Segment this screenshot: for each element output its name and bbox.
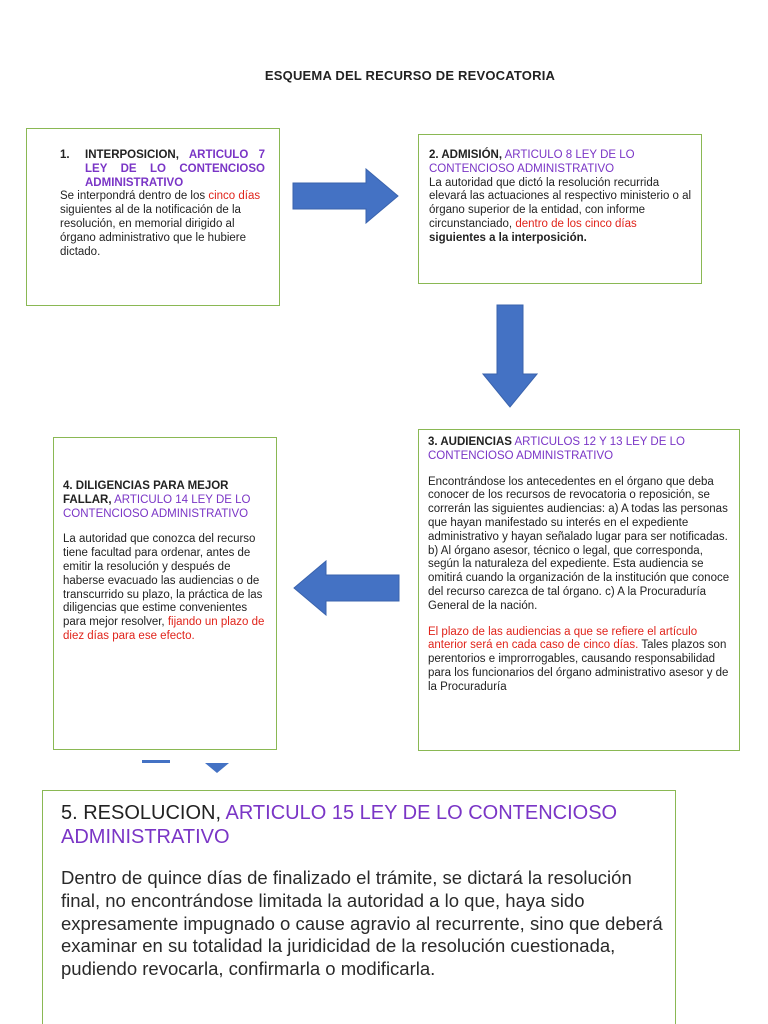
step-body	[428, 626, 731, 695]
step-heading-title: INTERPOSICION,	[85, 149, 179, 161]
step-heading-article: ARTICULO 15 LEY DE LO CONTENCIOSO ADMINISTRATIVO	[61, 802, 618, 848]
step-2-admision-box	[418, 134, 702, 284]
step-body	[60, 190, 265, 259]
step-heading-article: ARTICULO 14 LEY DE LO CONTENCIOSO ADMINISTRATIVO	[63, 493, 251, 520]
step-body-highlight: fijando un plazo de diez días para ese efecto.	[63, 616, 265, 642]
step-heading	[61, 801, 663, 849]
step-1-interposicion-box	[26, 128, 280, 306]
step-body	[429, 177, 693, 246]
step-body: Encontrándose los antecedentes en el órgano que deba conocer de los recursos de revocatoria o reposición, se correrán las siguientes audiencias: a) A todas las personas que hayan manifestado su interés en el expediente administrativo y hayan señalado lugar para ser notificadas. b) Al órgano asesor, técnico o legal, que corresponda, según la naturaleza del expediente. Esta audiencia se omitirá cuando la organización de la institución que conoce del recurso carezca de tal órgano. c) A la Procuraduría General de la nación.	[428, 475, 730, 612]
step-heading-title: 2. ADMISIÓN,	[429, 149, 503, 161]
arrow-down-small-icon	[204, 762, 230, 774]
step-heading-title: 4. DILIGENCIAS PARA MEJOR FALLAR,	[63, 480, 229, 506]
step-body-text: Se interpondrá dentro de los	[60, 190, 209, 203]
step-heading	[63, 480, 268, 521]
step-4-diligencias-box	[53, 437, 277, 750]
step-heading-title: 5. RESOLUCION,	[61, 802, 222, 824]
arrow-down-icon	[482, 304, 538, 408]
step-body-text: La autoridad que dictó la resolución recurrida elevará las actuaciones al respectivo ministerio o al órgano superior de la entidad, con informe circunstanciado,	[429, 176, 692, 230]
arrow-left-icon	[292, 560, 400, 616]
step-heading-article: ARTICULO 7 LEY DE LO CONTENCIOSO ADMINISTRATIVO	[85, 149, 265, 189]
step-body-text: siguientes al de la notificación de la resolución, en memorial dirigido al órgano administrativo que le hubiere dictado.	[60, 204, 247, 258]
connector-line	[142, 760, 170, 763]
step-body	[63, 533, 268, 643]
step-heading-title: 3. AUDIENCIAS	[428, 436, 512, 448]
step-5-resolucion-box	[42, 790, 676, 1024]
step-body-highlight: cinco días	[208, 190, 261, 203]
step-body-highlight: dentro de los cinco días	[515, 217, 637, 230]
step-number: 1.	[60, 149, 70, 161]
step-body-text: La autoridad que conozca del recurso tiene facultad para ordenar, antes de emitir la resolución y después de haberse evacuado las audiencias o de transcurrido su plazo, la práctica de las diligencias que estime convenientes para mejor resolver,	[63, 533, 263, 629]
step-body-text: Tales plazos son perentorios e improrrogables, causando responsabilidad para los funcionarios del órgano administrativo asesor y de la Procuraduría	[428, 639, 729, 693]
arrow-right-icon	[292, 168, 400, 224]
step-heading-article: ARTICULOS 12 Y 13 LEY DE LO CONTENCIOSO ADMINISTRATIVO	[428, 436, 685, 462]
step-heading	[429, 149, 693, 177]
step-heading	[428, 436, 731, 464]
step-body: Dentro de quince días de finalizado el trámite, se dictará la resolución final, no encontrándose limitada la autoridad a lo que, haya sido expresamente impugnado o cause agravio al recurrente, sino que deberá examinar en su totalidad la juridicidad de la resolución cuestionada, pudiendo revocarla, confirmarla o modificarla.	[61, 867, 663, 979]
diagram-title: ESQUEMA DEL RECURSO DE REVOCATORIA	[264, 68, 556, 83]
step-body-bold: siguientes a la interposición.	[429, 231, 587, 244]
step-3-audiencias-box	[418, 429, 740, 751]
step-heading-article: ARTICULO 8 LEY DE LO CONTENCIOSO ADMINISTRATIVO	[429, 149, 635, 175]
step-body-highlight: El plazo de las audiencias a que se refiere el artículo anterior será en cada caso de cinco días.	[428, 625, 698, 652]
step-heading	[85, 149, 265, 190]
